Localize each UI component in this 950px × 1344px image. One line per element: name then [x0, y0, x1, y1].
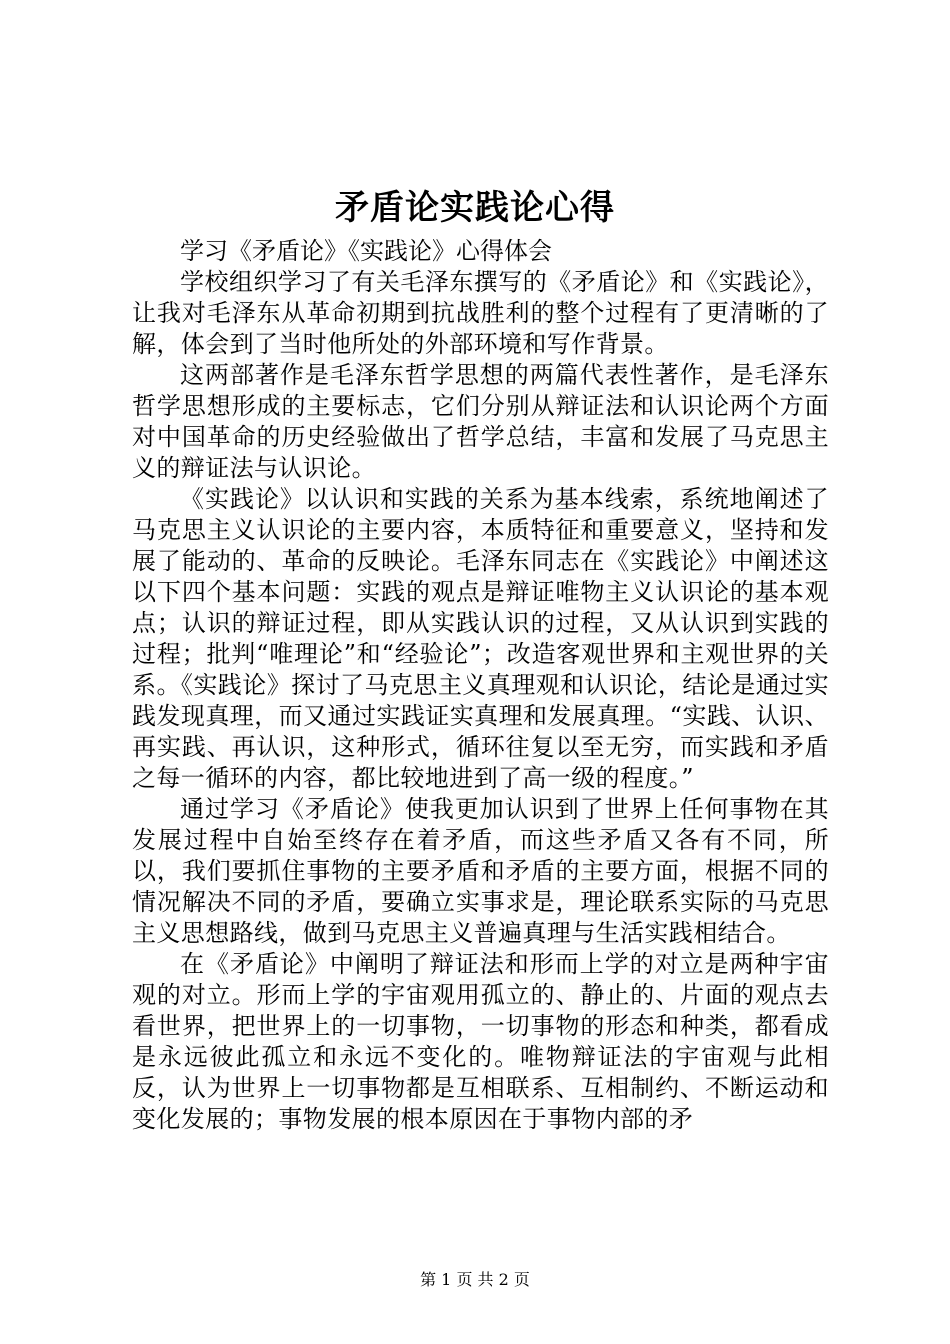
page-number-footer: 第 1 页 共 2 页 — [420, 1270, 530, 1289]
paragraph-2: 这两部著作是毛泽东哲学思想的两篇代表性著作，是毛泽东哲学思想形成的主要标志，它们分别从辩证法和认识论两个方面对中国革命的历史经验做出了哲学总结，丰富和发展了马克思主义的辩证法与认识论。 — [132, 361, 829, 482]
document-title: 矛盾论实践论心得 — [335, 188, 615, 228]
paragraph-5: 在《矛盾论》中阐明了辩证法和形而上学的对立是两种宇宙观的对立。形而上学的宇宙观用孤立的、静止的、片面的观点去看世界，把世界上的一切事物，一切事物的形态和种类，都看成是永远彼此孤立和永远不变化的。唯物辩证法的宇宙观与此相反，认为世界上一切事物都是互相联系、互相制约、不断运动和变化发展的；事物发展的根本原因在于事物内部的矛 — [132, 950, 829, 1133]
document-subtitle: 学习《矛盾论》《实践论》心得体会 — [180, 237, 552, 265]
document-body — [132, 236, 829, 1135]
paragraph-1: 学校组织学习了有关毛泽东撰写的《矛盾论》和《实践论》，让我对毛泽东从革命初期到抗战胜利的整个过程有了更清晰的了解，体会到了当时他所处的外部环境和写作背景。 — [132, 268, 829, 358]
paragraph-3: 《实践论》以认识和实践的关系为基本线索，系统地阐述了马克思主义认识论的主要内容，本质特征和重要意义，坚持和发展了能动的、革命的反映论。毛泽东同志在《实践论》中阐述这以下四个基本问题：实践的观点是辩证唯物主义认识论的基本观点；认识的辩证过程，即从实践认识的过程，又从认识到实践的过程；批判“唯理论”和“经验论”；改造客观世界和主观世界的关系。《实践论》探讨了马克思主义真理观和认识论，结论是通过实践发现真理，而又通过实践证实真理和发展真理。“实践、认识、再实践、再认识，这种形式，循环往复以至无穷，而实践和矛盾之每一循环的内容，都比较地进到了高一级的程度。” — [132, 485, 829, 792]
paragraph-4: 通过学习《矛盾论》使我更加认识到了世界上任何事物在其发展过程中自始至终存在着矛盾，而这些矛盾又各有不同，所以，我们要抓住事物的主要矛盾和矛盾的主要方面，根据不同的情况解决不同的矛盾，要确立实事求是，理论联系实际的马克思主义思想路线，做到马克思主义普遍真理与生活实践相结合。 — [132, 795, 829, 947]
